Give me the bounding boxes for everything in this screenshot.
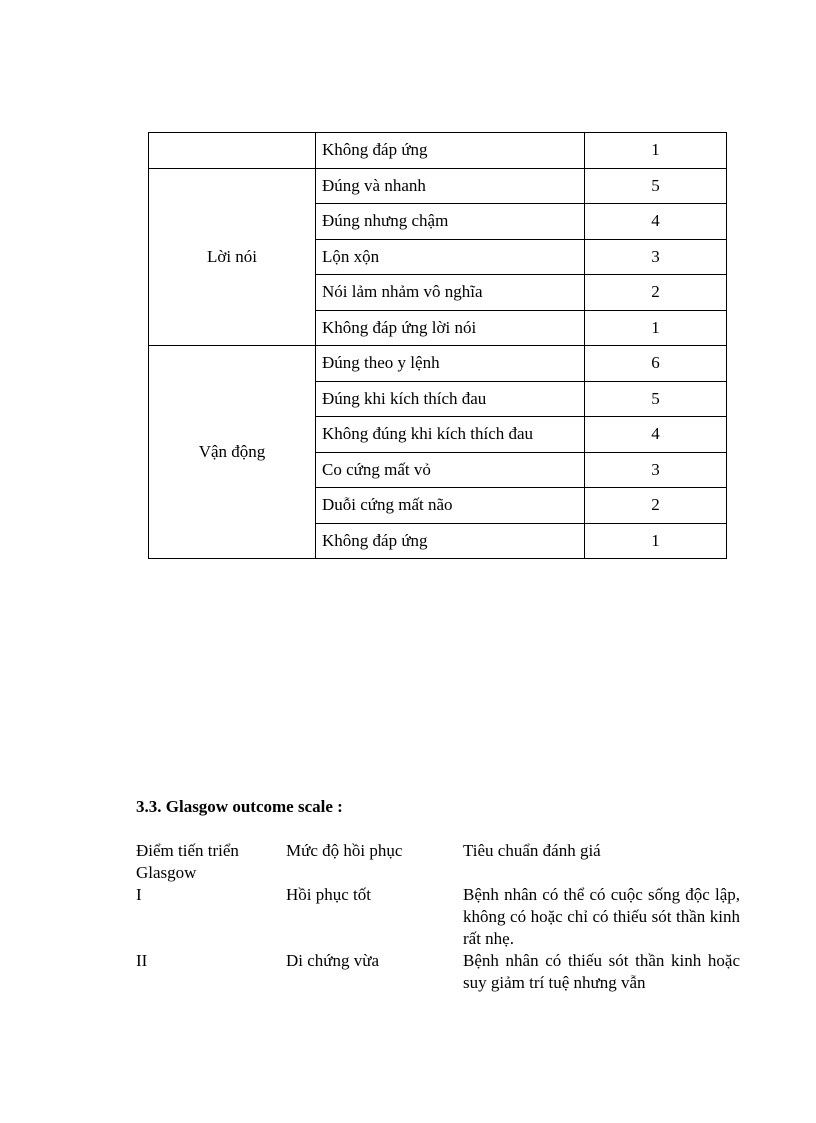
column-header-criteria: Tiêu chuẩn đánh giá bbox=[463, 841, 601, 860]
table-row bbox=[149, 133, 727, 169]
response-cell: Đúng khi kích thích đau bbox=[316, 381, 585, 417]
score-cell: 4 bbox=[585, 204, 727, 240]
score-cell: 5 bbox=[585, 381, 727, 417]
table-row bbox=[149, 346, 727, 382]
category-cell-motor: Vận động bbox=[149, 346, 316, 559]
outcome-scale-list bbox=[136, 840, 740, 994]
category-cell bbox=[149, 133, 316, 169]
list-item bbox=[136, 950, 740, 994]
response-cell: Đúng và nhanh bbox=[316, 168, 585, 204]
glasgow-coma-table bbox=[148, 132, 727, 559]
score-cell: 1 bbox=[585, 310, 727, 346]
outcome-grade: I bbox=[136, 885, 142, 904]
response-cell: Co cứng mất vỏ bbox=[316, 452, 585, 488]
category-cell-verbal: Lời nói bbox=[149, 168, 316, 346]
outcome-criteria: Bệnh nhân có thiếu sót thần kinh hoặc suy giảm trí tuệ nhưng vẫn bbox=[463, 951, 740, 992]
response-cell: Không đúng khi kích thích đau bbox=[316, 417, 585, 453]
score-cell: 3 bbox=[585, 452, 727, 488]
response-cell: Không đáp ứng bbox=[316, 133, 585, 169]
response-cell: Nói lảm nhảm vô nghĩa bbox=[316, 275, 585, 311]
response-cell: Không đáp ứng lời nói bbox=[316, 310, 585, 346]
section-heading: 3.3. Glasgow outcome scale : bbox=[136, 797, 343, 816]
response-cell: Đúng theo y lệnh bbox=[316, 346, 585, 382]
outcome-level: Di chứng vừa bbox=[286, 951, 380, 970]
column-header-grade: Điểm tiến triển Glasgow bbox=[136, 841, 239, 882]
score-cell: 2 bbox=[585, 488, 727, 524]
response-cell: Không đáp ứng bbox=[316, 523, 585, 559]
table-row bbox=[149, 168, 727, 204]
outcome-criteria: Bệnh nhân có thể có cuộc sống độc lập, không có hoặc chỉ có thiếu sót thần kinh rất nhẹ. bbox=[463, 885, 740, 948]
score-cell: 2 bbox=[585, 275, 727, 311]
response-cell: Duỗi cứng mất não bbox=[316, 488, 585, 524]
outcome-grade: II bbox=[136, 951, 148, 970]
response-cell: Đúng nhưng chậm bbox=[316, 204, 585, 240]
score-cell: 6 bbox=[585, 346, 727, 382]
score-cell: 1 bbox=[585, 523, 727, 559]
column-header-level: Mức độ hồi phục bbox=[286, 841, 403, 860]
score-cell: 1 bbox=[585, 133, 727, 169]
outcome-level: Hồi phục tốt bbox=[286, 885, 371, 904]
outcome-header-row bbox=[136, 840, 740, 884]
score-cell: 3 bbox=[585, 239, 727, 275]
score-cell: 4 bbox=[585, 417, 727, 453]
response-cell: Lộn xộn bbox=[316, 239, 585, 275]
score-cell: 5 bbox=[585, 168, 727, 204]
list-item bbox=[136, 884, 740, 950]
